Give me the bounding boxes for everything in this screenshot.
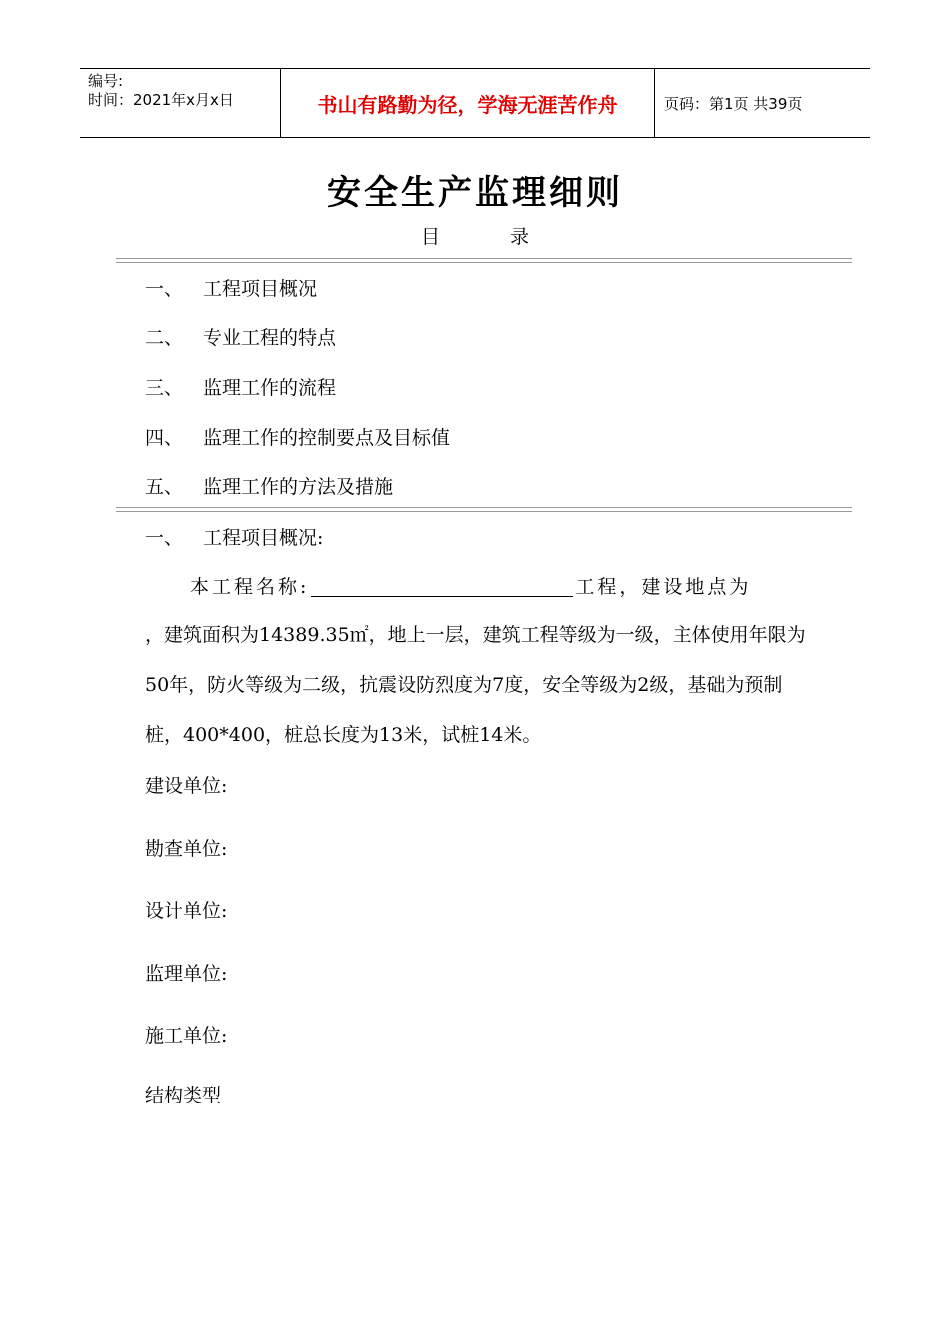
number-label: 编号: <box>88 72 124 90</box>
project-description: ，建筑面积为14389.35㎡，地上一层，建筑工程等级为一级，主体使用年限为50年，防火等级为二级，抗震设防烈度为7度，安全等级为2级，基础为预制桩，400*400，桩总长度为13米，试桩14米。 <box>145 624 806 746</box>
divider <box>116 258 852 263</box>
header-motto: 书山有路勤为径，学海无涯苦作舟 <box>281 69 655 137</box>
page-header <box>80 68 870 138</box>
toc-item-label: 监理工作的方法及措施 <box>203 476 394 498</box>
project-location-label: 工程，建设地点为 <box>575 576 752 598</box>
toc-item <box>145 423 450 450</box>
toc-item-number: 四、 <box>145 427 184 449</box>
toc-title <box>0 222 950 249</box>
section-heading <box>145 523 323 550</box>
toc-item-number: 五、 <box>145 476 184 498</box>
section-title: 工程项目概况: <box>203 527 324 549</box>
project-name-label: 本工程名称: <box>190 576 310 598</box>
toc-item-label: 工程项目概况 <box>203 278 318 300</box>
page-number: 页码：第1页 共39页 <box>664 94 803 113</box>
design-unit-field: 设计单位: <box>145 900 228 922</box>
supervision-unit-field: 监理单位: <box>145 963 228 985</box>
header-meta <box>80 69 281 137</box>
toc-title-char-2: 录 <box>510 226 530 248</box>
divider <box>116 507 852 512</box>
toc-title-char-1: 目 <box>420 226 440 248</box>
toc-item-label: 监理工作的流程 <box>203 377 337 399</box>
document-title: 安全生产监理细则 <box>327 173 623 213</box>
time-label: 时间：2021年x月x日 <box>88 91 234 109</box>
structure-type-field: 结构类型 <box>145 1085 222 1103</box>
toc-item-number: 二、 <box>145 327 184 349</box>
construction-unit-field: 施工单位: <box>145 1025 228 1047</box>
toc-item <box>145 323 336 350</box>
survey-unit-field: 勘查单位: <box>145 838 228 860</box>
toc-item <box>145 472 393 499</box>
toc-item <box>145 274 317 301</box>
toc-item <box>145 373 336 400</box>
client-unit-field: 建设单位: <box>145 775 228 797</box>
toc-item-label: 专业工程的特点 <box>203 327 337 349</box>
section-number: 一、 <box>145 527 184 549</box>
toc-item-number: 一、 <box>145 278 184 300</box>
toc-item-number: 三、 <box>145 377 184 399</box>
project-name-blank <box>311 574 573 597</box>
toc-item-label: 监理工作的控制要点及目标值 <box>203 427 451 449</box>
project-name-line <box>190 572 751 599</box>
